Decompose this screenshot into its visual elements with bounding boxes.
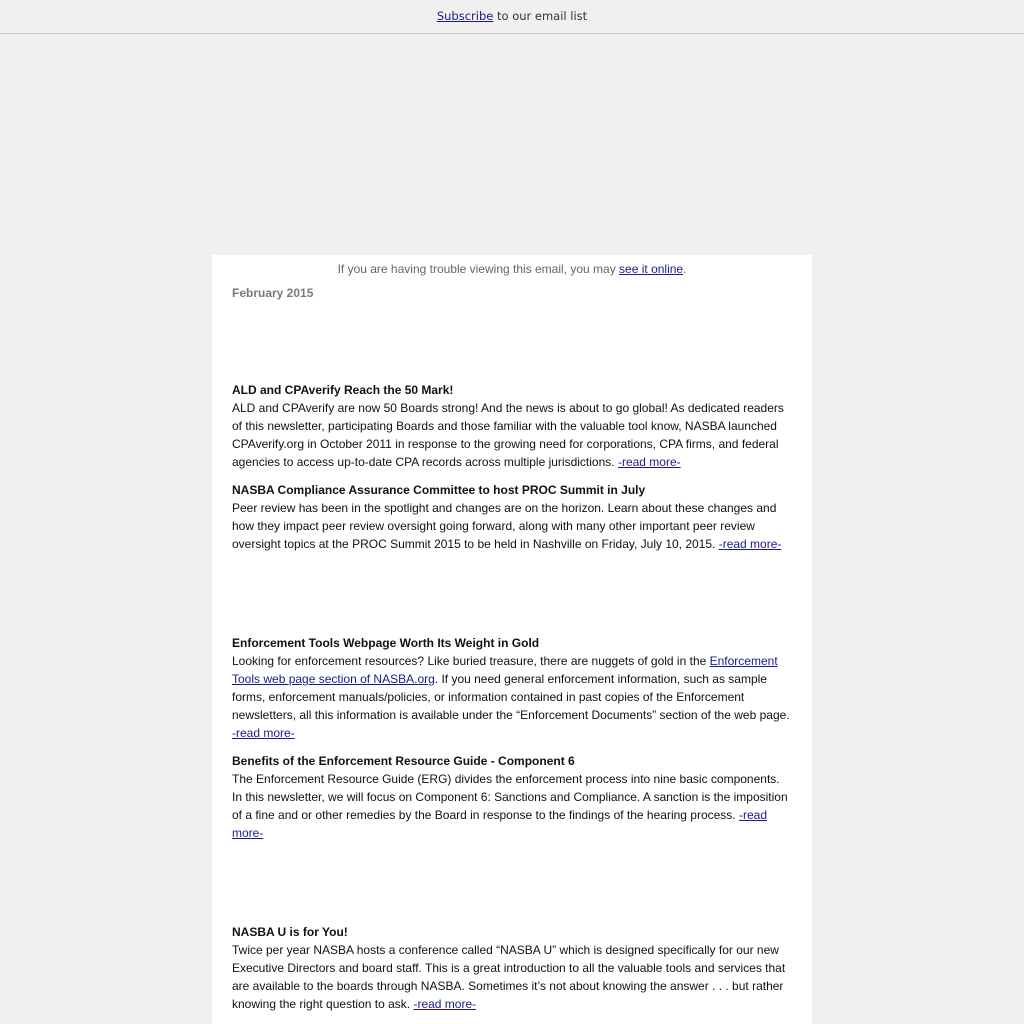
article-title: NASBA Compliance Assurance Committee to host PROC Summit in July bbox=[232, 483, 646, 497]
subscribe-bar bbox=[0, 0, 1024, 34]
article-nasba-u bbox=[232, 923, 792, 1013]
read-more-link[interactable]: -read more- bbox=[232, 726, 295, 740]
read-more-link[interactable]: -read more- bbox=[718, 537, 782, 551]
article-ald-cpaverify bbox=[232, 381, 792, 471]
article-text: ALD and CPAverify are now 50 Boards strong! And the news is about to go global! As dedicated readers of this newsletter, participating Boards and those familiar with the valuable tool know, NASBA launched CPAverify.org in October 2011 in response to the growing need for corporations, CPA firms, and federal agencies to access up-to-date CPA records across multiple jurisdictions. bbox=[232, 401, 784, 469]
article-text: Twice per year NASBA hosts a conference called “NASBA U” which is designed specifically for our new Executive Directors and board staff. This is a great introduction to all the valuable tools and services that are available to the boards through NASBA. Sometimes it’s not about knowing the answer . . . but rather knowing the right question to ask. bbox=[232, 943, 786, 1011]
article-body bbox=[232, 399, 792, 471]
article-body bbox=[232, 652, 792, 742]
view-online-line bbox=[212, 261, 812, 277]
enforcement-tools-link[interactable]: Enforcement Tools web page section of NASBA.org bbox=[232, 654, 778, 686]
article-text: . If you need general enforcement information, such as sample forms, enforcement manuals/policies, or information contained in past copies of the Enforcement newsletters, all this information is available under the “Enforcement Documents” section of the web page. bbox=[232, 672, 790, 722]
article-enforcement-guide bbox=[232, 752, 792, 842]
article-title: ALD and CPAverify Reach the 50 Mark! bbox=[232, 383, 454, 397]
read-more-link[interactable]: -read more- bbox=[617, 455, 681, 469]
article-text: The Enforcement Resource Guide (ERG) divides the enforcement process into nine basic components. In this newsletter, we will focus on Component 6: Sanctions and Compliance. A sanction is the imposition of a fine and or other remedies by the Board in response to the findings of the hearing process. bbox=[232, 772, 788, 822]
article-body bbox=[232, 499, 792, 553]
read-more-link[interactable]: -read more- bbox=[413, 997, 477, 1011]
subscribe-link[interactable]: Subscribe bbox=[436, 9, 494, 23]
article-title: Enforcement Tools Webpage Worth Its Weight in Gold bbox=[232, 636, 540, 650]
article-title: NASBA U is for You! bbox=[232, 925, 348, 939]
article-body bbox=[232, 941, 792, 1013]
article-text: Peer review has been in the spotlight and changes are on the horizon. Learn about these changes and how they impact peer review oversight going forward, along with many other important peer review oversight topics at the PROC Summit 2015 to be held in Nashville on Friday, July 10, 2015. bbox=[232, 501, 777, 551]
see-it-online-link[interactable]: see it online bbox=[619, 262, 684, 276]
email-body bbox=[212, 255, 812, 1024]
view-online-suffix: . bbox=[683, 262, 687, 276]
article-text: Looking for enforcement resources? Like buried treasure, there are nuggets of gold in the bbox=[232, 654, 710, 668]
subscribe-text: to our email list bbox=[493, 9, 588, 23]
article-proc-summit bbox=[232, 481, 792, 553]
article-enforcement-tools bbox=[232, 634, 792, 742]
article-title: Benefits of the Enforcement Resource Guide - Component 6 bbox=[232, 754, 575, 768]
view-online-prefix: If you are having trouble viewing this email, you may bbox=[337, 262, 620, 276]
read-more-link[interactable]: -read more- bbox=[232, 808, 767, 840]
article-body bbox=[232, 770, 792, 842]
newsletter-date: February 2015 bbox=[232, 286, 314, 300]
